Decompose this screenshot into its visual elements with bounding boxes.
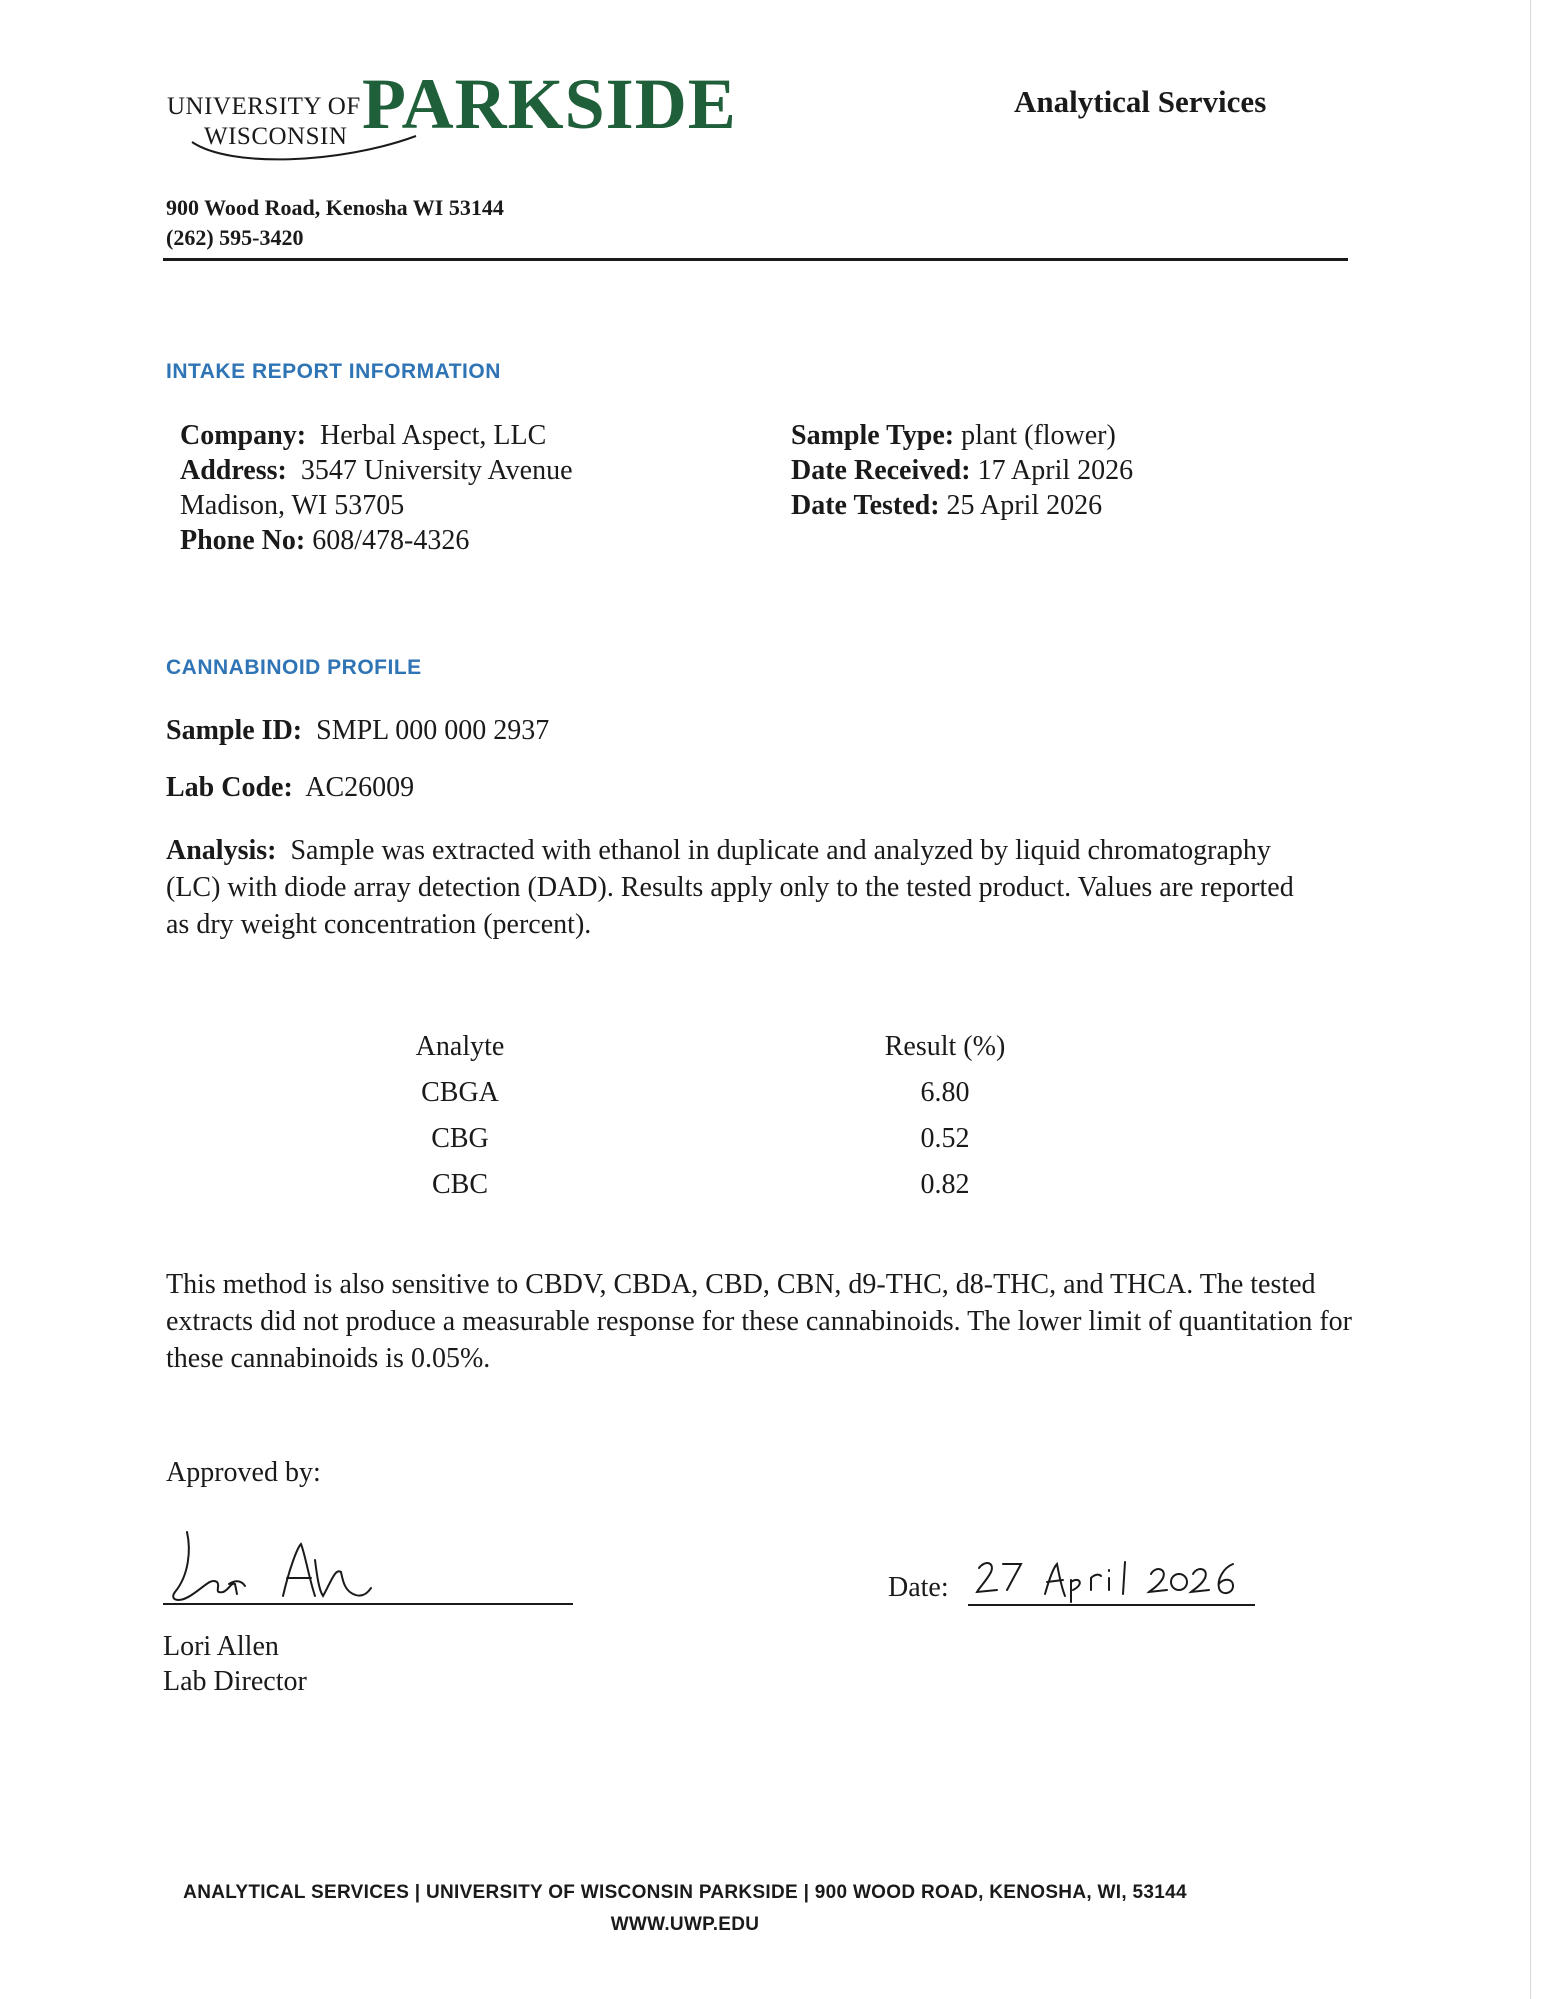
sample-id-value: SMPL 000 000 2937: [316, 715, 550, 746]
column-header-result: Result (%): [884, 1031, 1006, 1062]
signer-name: Lori Allen: [163, 1631, 279, 1662]
date-tested-label: Date Tested:: [791, 490, 940, 521]
logo-line-university-of: UNIVERSITY OF: [167, 93, 361, 120]
address-label: Address:: [180, 455, 287, 486]
analysis-text: Sample was extracted with ethanol in duplicate and analyzed by liquid chromatography (LC) with diode array detection (DAD). Results apply only to the tested product. Values are reported as dry weight concentration (percent).: [166, 835, 1294, 940]
handwritten-signature: [165, 1520, 395, 1610]
address-city: Madison, WI 53705: [180, 490, 405, 521]
date-tested-row: [791, 488, 1133, 523]
results-table: [380, 1024, 1060, 1208]
method-note: This method is also sensitive to CBDV, CBDA, CBD, CBN, d9-THC, d8-THC, and THCA. The tested extracts did not produce a measurable response for these cannabinoids. The lower limit of quantitation for these cannabinoids is 0.05%.: [166, 1269, 1353, 1374]
date-received-value: 17 April 2026: [977, 455, 1134, 486]
phone-label: Phone No:: [180, 525, 306, 556]
sample-id-label: Sample ID:: [166, 715, 303, 746]
result-cell: 0.52: [920, 1123, 970, 1154]
table-row: [380, 1116, 1060, 1162]
scan-edge-divider: [1530, 0, 1531, 1999]
signer-block: [163, 1629, 307, 1699]
table-row: [380, 1162, 1060, 1208]
lab-code-label: Lab Code:: [166, 772, 293, 803]
lab-code-row: [166, 772, 414, 804]
company-label: Company:: [180, 420, 307, 451]
company-value: Herbal Aspect, LLC: [320, 420, 547, 451]
address-row: [180, 453, 573, 488]
intake-right-column: [791, 418, 1133, 523]
sample-type-label: Sample Type:: [791, 420, 955, 451]
sample-type-value: plant (flower): [961, 420, 1116, 451]
sample-id-row: [166, 715, 549, 747]
company-row: [180, 418, 573, 453]
intake-heading: INTAKE REPORT INFORMATION: [166, 360, 501, 383]
analyte-cell: CBGA: [421, 1077, 499, 1108]
date-received-label: Date Received:: [791, 455, 971, 486]
phone-line: (262) 595-3420: [166, 225, 304, 250]
table-row: [380, 1070, 1060, 1116]
date-received-row: [791, 453, 1133, 488]
letterhead-address: [166, 193, 504, 253]
lab-code-value: AC26009: [305, 772, 415, 803]
result-cell: 0.82: [920, 1169, 970, 1200]
department-title: Analytical Services: [1014, 84, 1267, 119]
analysis-label: Analysis:: [166, 835, 277, 866]
date-line: [968, 1604, 1255, 1606]
address-line: 900 Wood Road, Kenosha WI 53144: [166, 195, 504, 220]
cannabinoid-heading: CANNABINOID PROFILE: [166, 656, 422, 679]
result-cell: 6.80: [920, 1077, 970, 1108]
analyte-cell: CBC: [431, 1169, 489, 1200]
sample-type-row: [791, 418, 1133, 453]
footer-website: WWW.UWP.EDU: [610, 1914, 760, 1935]
approved-by-label: Approved by:: [166, 1457, 321, 1488]
analysis-paragraph: [166, 832, 1306, 943]
signature-line: [163, 1603, 573, 1605]
date-tested-value: 25 April 2026: [946, 490, 1103, 521]
logo-swoosh-icon: [190, 128, 420, 168]
handwritten-date: [975, 1556, 1245, 1606]
parkside-logo-word: PARKSIDE: [362, 64, 737, 144]
intake-left-column: [180, 418, 573, 558]
phone-row: [180, 523, 573, 558]
logo-line-wisconsin: WISCONSIN: [204, 123, 348, 150]
table-header: [380, 1024, 1060, 1070]
header-divider: [163, 258, 1348, 261]
analyte-cell: CBG: [431, 1123, 489, 1154]
signer-title: Lab Director: [163, 1666, 307, 1697]
footer-address: ANALYTICAL SERVICES | UNIVERSITY OF WISCONSIN PARKSIDE | 900 WOOD ROAD, KENOSHA, WI, 53144: [183, 1882, 1187, 1903]
date-label: Date:: [888, 1572, 949, 1603]
phone-value: 608/478-4326: [312, 525, 470, 556]
column-header-analyte: Analyte: [415, 1031, 505, 1062]
address-value: 3547 University Avenue: [300, 455, 573, 486]
